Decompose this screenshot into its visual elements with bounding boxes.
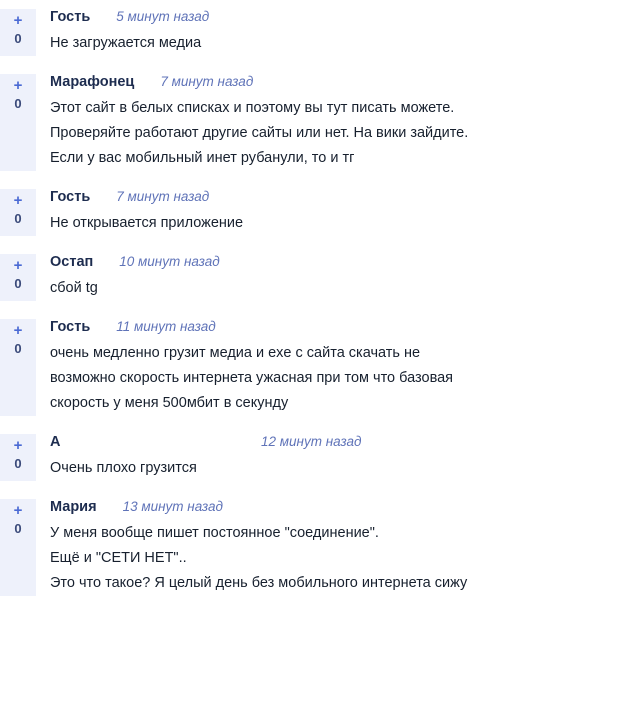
comment-text [50,341,610,416]
comment-item [0,180,620,245]
comment-text-line: Очень плохо грузится [50,460,197,476]
comment-author: Мария [50,499,97,515]
comment-meta [50,9,610,25]
comment-body [50,434,620,481]
comment-timestamp: 12 минут назад [261,434,362,449]
comment-text-line: У меня вообще пишет постоянное "соединение". [50,525,379,541]
comment-text-line: Не открывается приложение [50,215,244,231]
comment-author: А [50,434,61,450]
vote-control [0,74,36,171]
comment-text [50,276,610,301]
upvote-button[interactable]: + [13,192,23,209]
comment-body [50,9,620,56]
comment-author: Гость [50,9,91,25]
comment-text-line: Это что такое? Я целый день без мобильного интернета сижу [50,575,468,591]
vote-control [0,499,36,596]
vote-count: 0 [14,96,22,111]
comment-meta [50,499,610,515]
vote-control [0,254,36,301]
vote-count: 0 [14,276,22,291]
vote-count: 0 [14,456,22,471]
upvote-button[interactable]: + [13,257,23,274]
comment-timestamp: 13 минут назад [122,499,224,514]
comment-text [50,521,610,596]
comment-text-line: сбой tg [50,280,98,296]
vote-control [0,319,36,416]
comment-text-line: Ещё и "СЕТИ НЕТ".. [50,550,187,566]
comment-item [0,425,620,490]
comment-body [50,499,620,596]
comment-text-line: Проверяйте работают другие сайты или нет. На вики зайдите. [50,125,469,141]
vote-count: 0 [14,211,22,226]
comment-item [0,310,620,425]
vote-count: 0 [14,31,22,46]
comment-meta [50,189,610,205]
vote-control [0,9,36,56]
comment-text [50,211,610,236]
comment-author: Гость [50,319,91,335]
vote-count: 0 [14,521,22,536]
comment-meta [50,254,610,270]
upvote-button[interactable]: + [13,437,23,454]
vote-count: 0 [14,341,22,356]
comment-timestamp: 7 минут назад [116,189,210,204]
comment-text-line: Не загружается медиа [50,35,202,51]
upvote-button[interactable]: + [13,322,23,339]
comment-text-line: скорость у меня 500мбит в секунду [50,395,289,411]
vote-control [0,434,36,481]
comment-body [50,74,620,171]
comment-meta [50,74,610,90]
comment-timestamp: 5 минут назад [116,9,210,24]
comment-text-line: Если у вас мобильный инет рубанули, то и тг [50,150,355,166]
comment-timestamp: 11 минут назад [116,319,216,334]
comment-author: Остап [50,254,94,270]
comment-timestamp: 7 минут назад [160,74,254,89]
comment-author: Марафонец [50,74,135,90]
comment-body [50,189,620,236]
comment-body [50,319,620,416]
comment-text-line: возможно скорость интернета ужасная при том что базовая [50,370,454,386]
comment-text-line: очень медленно грузит медиа и exe с сайта скачать не [50,345,421,361]
upvote-button[interactable]: + [13,12,23,29]
comment-body [50,254,620,301]
comment-item [0,490,620,605]
upvote-button[interactable]: + [13,77,23,94]
comment-text [50,31,610,56]
comment-timestamp: 10 минут назад [119,254,220,269]
comment-meta [50,434,610,450]
comment-author: Гость [50,189,91,205]
vote-control [0,189,36,236]
comment-text [50,96,610,171]
comment-text [50,456,610,481]
comment-meta [50,319,610,335]
comment-text-line: Этот сайт в белых списках и поэтому вы тут писать можете. [50,100,455,116]
upvote-button[interactable]: + [13,502,23,519]
comment-item [0,0,620,65]
comment-item [0,245,620,310]
comment-item [0,65,620,180]
